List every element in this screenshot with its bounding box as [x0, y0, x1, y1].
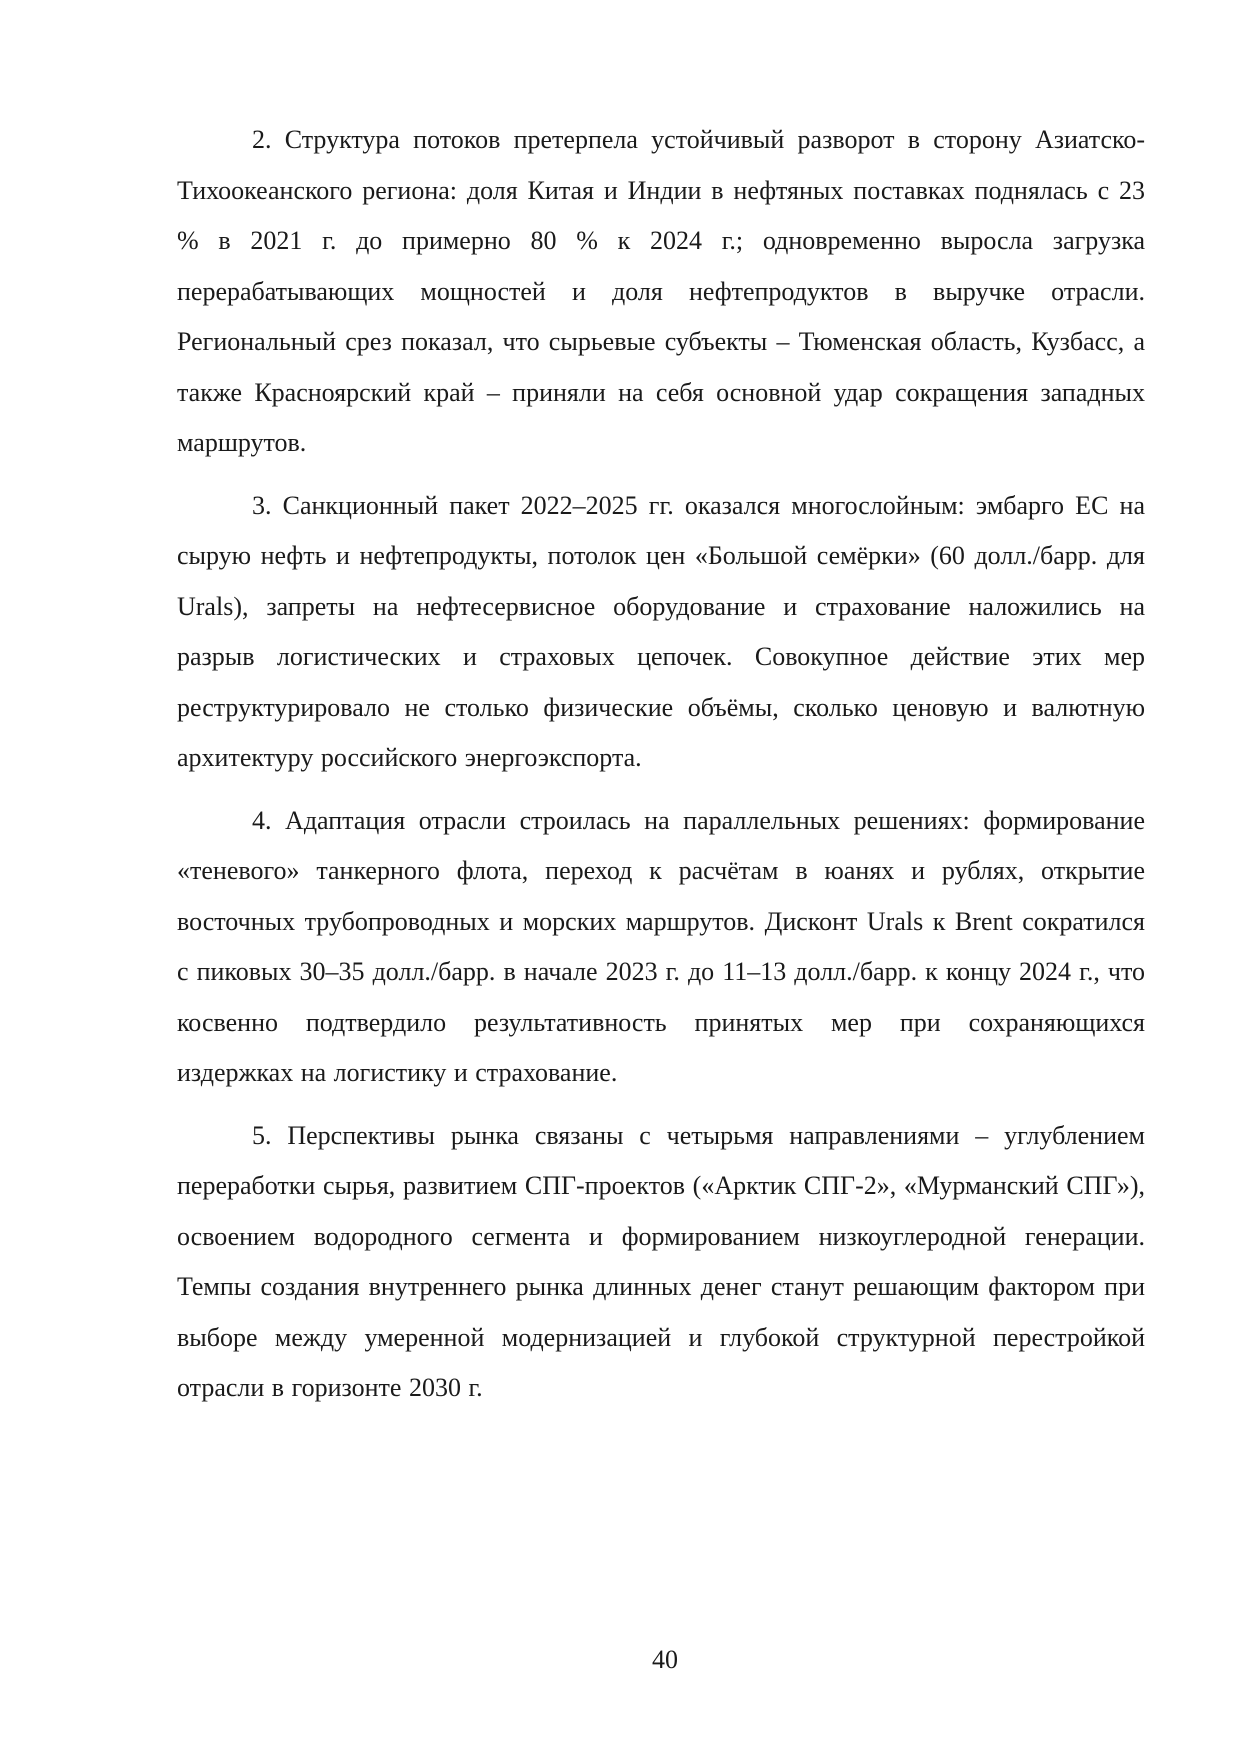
page-number: 40 [652, 1645, 678, 1674]
paragraph-5: 5. Перспективы рынка связаны с четырьмя направлениями – углублением переработки сырья, развитием СПГ-проектов («Арктик СПГ-2», «Мурманский СПГ»), освоением водородного сегмента и формированием низкоуглеродной генерации. Темпы создания внутреннего рынка длинных денег станут решающим фактором при выборе между умеренной модернизацией и глубокой структурной перестройкой отрасли в горизонте 2030 г. [177, 1120, 1145, 1402]
paragraph-4: 4. Адаптация отрасли строилась на параллельных решениях: формирование «теневого» танкерного флота, переход к расчётам в юанях и рублях, открытие восточных трубопроводных и морских маршрутов. Дисконт Urals к Brent сократился с пиковых 30–35 долл./барр. в начале 2023 г. до 11–13 долл./барр. к концу 2024 г., что косвенно подтвердило результативность принятых мер при сохраняющихся издержках на логистику и страхование. [177, 805, 1145, 1087]
paragraph-3: 3. Санкционный пакет 2022–2025 гг. оказался многослойным: эмбарго ЕС на сырую нефть и нефтепродукты, потолок цен «Большой семёрки» (60 долл./барр. для Urals), запреты на нефтесервисное оборудование и страхование наложились на разрыв логистических и страховых цепочек. Совокупное действие этих мер реструктурировало не столько физические объёмы, сколько ценовую и валютную архитектуру российского энергоэкспорта. [177, 490, 1145, 772]
document-body [177, 115, 1145, 1426]
paragraph-2: 2. Структура потоков претерпела устойчивый разворот в сторону Азиатско-Тихоокеанского региона: доля Китая и Индии в нефтяных поставках поднялась с 23 % в 2021 г. до примерно 80 % к 2024 г.; одновременно выросла загрузка перерабатывающих мощностей и доля нефтепродуктов в выручке отрасли. Региональный срез показал, что сырьевые субъекты – Тюменская область, Кузбасс, а также Красноярский край – приняли на себя основной удар сокращения западных маршрутов. [177, 125, 1145, 457]
